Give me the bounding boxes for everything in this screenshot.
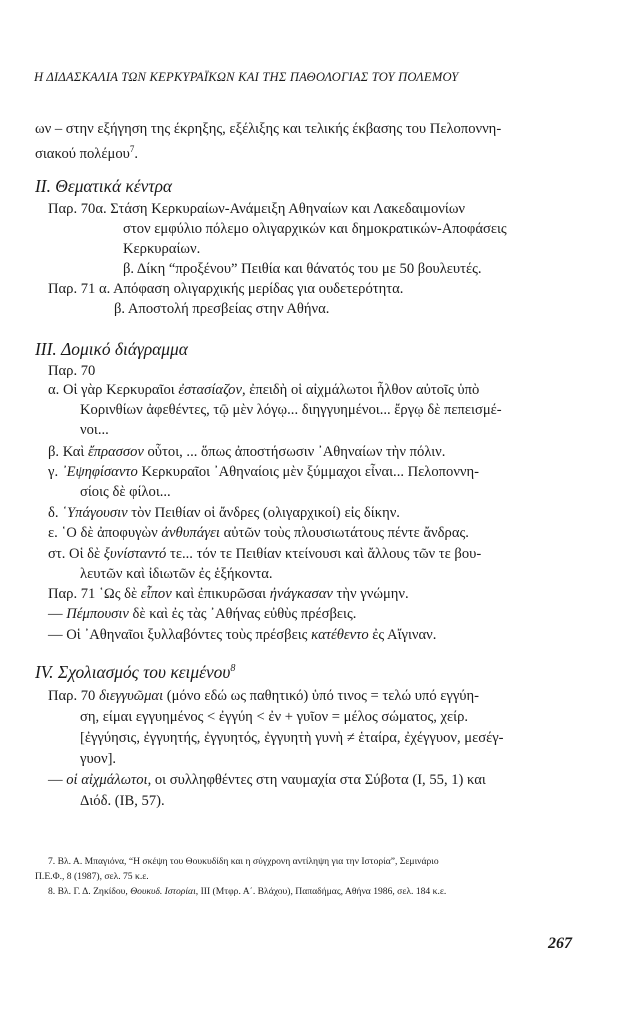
outline-dash-item: — Πέμπουσιν δὲ καὶ ἐς τὰς ᾿Αθήνας εὐθὺς πρέσβεις.: [48, 606, 357, 622]
footnote-ref-7: 7: [129, 144, 135, 154]
commentary-line: [ἐγγύησις, ἐγγυητής, ἐγγυητός, ἐγγυητὴ γυνὴ ≠ ἑταίρα, ἐχέγγυον, μεσέγ-: [80, 730, 504, 746]
theme-line: Κερκυραίων.: [123, 241, 201, 257]
par-70-label: Παρ. 70: [48, 363, 96, 379]
outline-item-g: γ. ᾿Εψηφίσαντο Κερκυραῖοι ᾿Αθηναίοις μὲν ξύμμαχοι εἶναι... Πελοποννη-: [48, 464, 480, 480]
outline-item-d: δ. ῾Υπάγουσιν τὸν Πειθίαν οἱ ἄνδρες (ολιγαρχικοί) εἰς δίκην.: [48, 505, 400, 521]
theme-line: β. Αποστολή πρεσβείας στην Αθήνα.: [114, 301, 330, 317]
commentary-line: γυον].: [80, 751, 117, 767]
theme-line: β. Δίκη “προξένου” Πειθία και θάνατός του με 50 βουλευτές.: [123, 261, 482, 277]
outline-par-71: Παρ. 71 ῾Ως δὲ εἶπον καὶ ἐπικυρῶσαι ἠνάγκασαν τὴν γνώμην.: [48, 586, 409, 602]
section-iv-heading: IV. Σχολιασμός του κειμένου$^8$: [35, 662, 236, 682]
section-iii-heading: III. Δομικό διάγραμμα: [35, 339, 188, 359]
commentary-line: Διόδ. (ΙΒ, 57).: [80, 793, 165, 809]
outline-item-a-cont: νοι...: [80, 422, 109, 438]
footnote-8: 8. Βλ. Γ. Δ. Ζηκίδου, Θουκυδ. Ιστορίαι, ΙΙΙ (Μτφρ. Α΄. Βλάχου), Παπαδήμας, Αθήνα 1986, σελ. 184 κ.ε.: [48, 886, 447, 897]
running-head: Η ΔΙΔΑΣΚΑΛΙΑ ΤΩΝ ΚΕΡΚΥΡΑΪΚΩΝ ΚΑΙ ΤΗΣ ΠΑΘΟΛΟΓΙΑΣ ΤΟΥ ΠΟΛΕΜΟΥ: [34, 70, 459, 84]
footnote-ref-8: 8: [230, 663, 236, 675]
outline-item-b: β. Καὶ ἔπρασσον οὗτοι, ... ὅπως ἀποστήσωσιν ᾿Αθηναίων τὴν πόλιν.: [48, 444, 446, 460]
outline-item-g-cont: σίοις δὲ φίλοι...: [80, 484, 171, 500]
page-number: 267: [548, 935, 572, 952]
section-ii-heading: II. Θεματικά κέντρα: [35, 176, 173, 196]
theme-line: Παρ. 71 α. Απόφαση ολιγαρχικής μερίδας για ουδετερότητα.: [48, 281, 404, 297]
outline-item-a: α. Οἱ γὰρ Κερκυραῖοι ἐστασίαζον, ἐπειδὴ οἱ αἰχμάλωτοι ἦλθον αὐτοῖς ὑπὸ: [48, 382, 480, 398]
commentary-line: ση, είμαι εγγυημένος < ἐγγύη < ἐν + γυῖον = μέλος σώματος, χείρ.: [80, 709, 469, 725]
commentary-line: — οἱ αἰχμάλωτοι, οι συλληφθέντες στη ναυμαχία στα Σύβοτα (Ι, 55, 1) και: [48, 772, 486, 788]
intro-line-2: σιακού πολέμου$^7$.: [35, 144, 139, 162]
theme-line: στον εμφύλιο πόλεμο ολιγαρχικών και δημοκρατικών-Αποφάσεις: [123, 221, 507, 237]
footnote-7-cont: Π.Ε.Φ., 8 (1987), σελ. 75 κ.ε.: [35, 871, 149, 882]
footnote-7: 7. Βλ. Α. Μπαγιόνα, “Η σκέψη του Θουκυδίδη και η σύγχρονη αντίληψη για την Ιστορία”, Σεμινάριο: [48, 856, 439, 867]
outline-item-st: στ. Οἱ δὲ ξυνίσταντό τε... τόν τε Πειθίαν κτείνουσι καὶ ἄλλους τῶν τε βου-: [48, 546, 482, 562]
outline-item-e: ε. ῾Ο δὲ ἀποφυγὼν ἀνθυπάγει αὐτῶν τοὺς πλουσιωτάτους πέντε ἄνδρας.: [48, 525, 469, 541]
intro-line-1: ων – στην εξήγηση της έκρηξης, εξέλιξης και τελικής έκβασης του Πελοποννη-: [35, 121, 502, 137]
theme-line: Παρ. 70α. Στάση Κερκυραίων-Ανάμειξη Αθηναίων και Λακεδαιμονίων: [48, 201, 466, 217]
outline-item-st-cont: λευτῶν καὶ ἰδιωτῶν ἐς ἑξήκοντα.: [80, 566, 273, 582]
outline-dash-item: — Οἱ ᾿Αθηναῖοι ξυλλαβόντες τοὺς πρέσβεις κατέθεντο ἐς Αἴγιναν.: [48, 627, 437, 643]
commentary-line: Παρ. 70 διεγγυῶμαι (μόνο εδώ ως παθητικό) ὑπό τινος = τελώ υπό εγγύη-: [48, 688, 480, 704]
outline-item-a-cont: Κορινθίων ἀφεθέντες, τῷ μὲν λόγῳ... διηγγυημένοι... ἔργῳ δὲ πεπεισμέ-: [80, 402, 502, 418]
